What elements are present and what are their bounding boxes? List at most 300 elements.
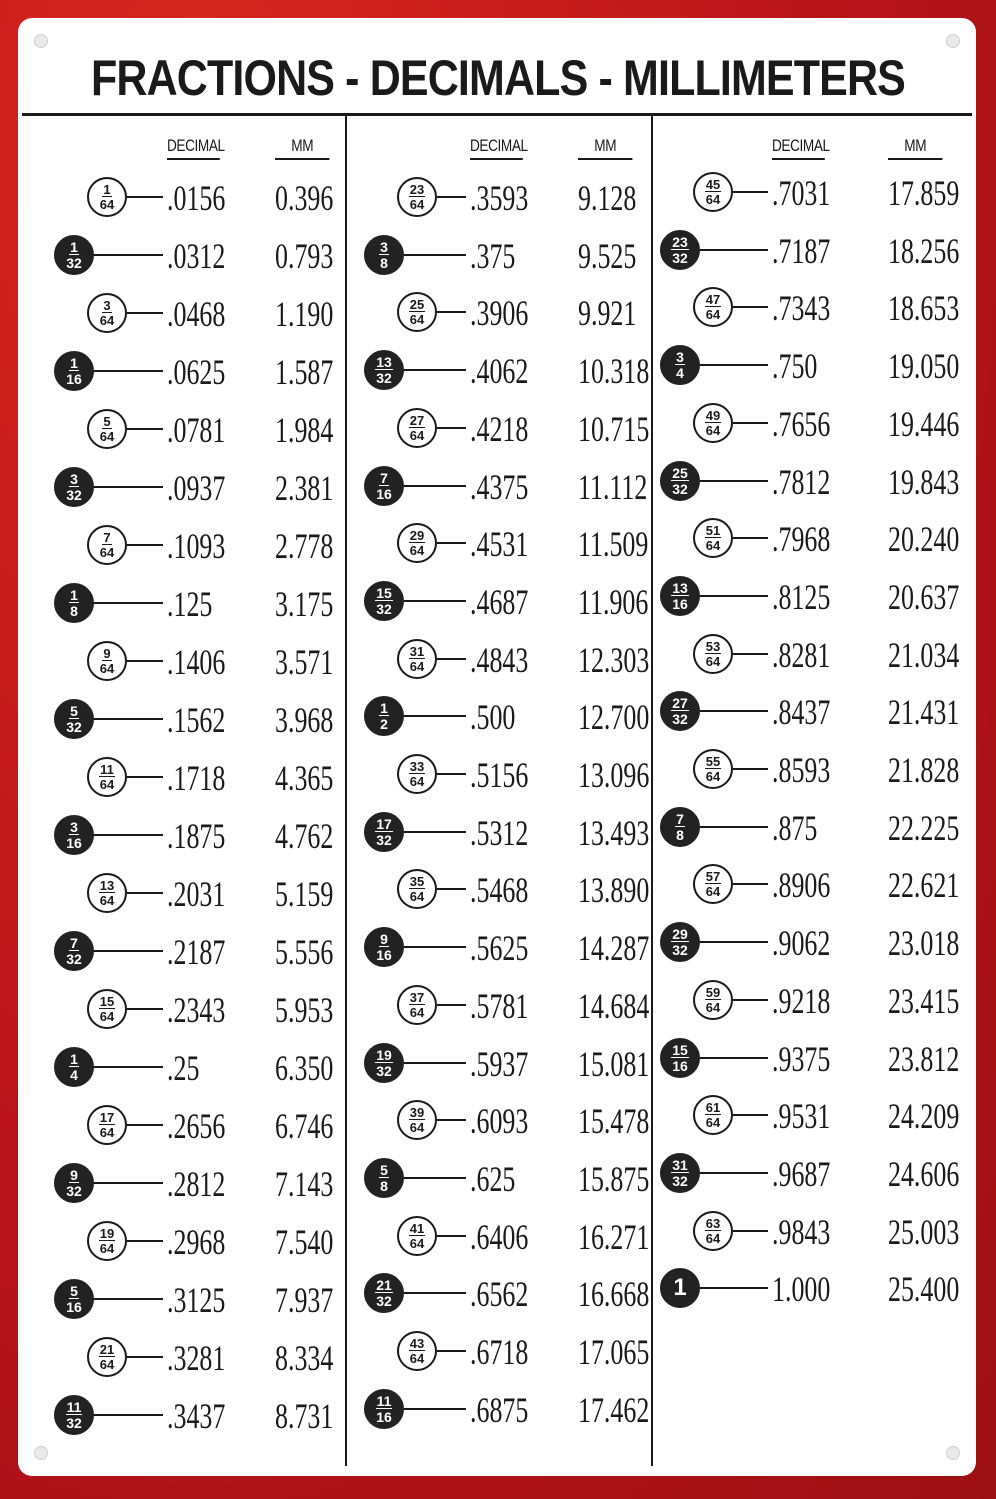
mm-value: 17.065 — [578, 1332, 650, 1372]
leader-line — [404, 600, 466, 602]
decimal-value: .6875 — [470, 1389, 529, 1430]
fraction-denominator: 16 — [66, 835, 82, 851]
fraction-denominator: 32 — [376, 600, 392, 617]
leader-line — [733, 537, 768, 539]
fraction-badge — [693, 287, 733, 327]
mm-value: 16.271 — [578, 1216, 650, 1257]
table-row — [50, 1096, 350, 1154]
table-row — [360, 687, 660, 745]
mm-value: 15.875 — [578, 1158, 650, 1199]
table-row — [360, 283, 660, 341]
table-row — [50, 400, 350, 458]
fraction-denominator: 64 — [409, 889, 425, 905]
fraction-denominator: 32 — [66, 951, 82, 967]
fraction-numerator: 15 — [99, 994, 115, 1009]
fraction-badge — [364, 581, 404, 621]
leader-line — [127, 1240, 163, 1242]
decimal-value: .0781 — [167, 410, 226, 450]
table-row — [50, 690, 350, 748]
fraction-numerator: 33 — [409, 759, 425, 774]
mm-value: 14.287 — [578, 928, 650, 969]
fraction-numerator: 19 — [376, 1046, 392, 1063]
leader-line — [404, 946, 466, 948]
fraction-badge — [87, 293, 127, 333]
fraction-denominator: 32 — [66, 1183, 82, 1199]
mounting-hole-bottom-right — [946, 1446, 960, 1460]
fraction-denominator: 64 — [99, 197, 115, 212]
mm-value: 14.684 — [578, 985, 650, 1026]
fraction-numerator: 29 — [672, 926, 688, 943]
fraction-badge — [660, 1268, 700, 1308]
leader-line — [127, 1124, 163, 1126]
mm-value: 20.240 — [888, 519, 960, 560]
table-row — [360, 341, 660, 399]
fraction-denominator: 32 — [66, 719, 82, 735]
fraction-denominator: 32 — [376, 1062, 392, 1079]
mm-value: 13.493 — [578, 812, 650, 853]
leader-line — [404, 485, 466, 487]
mm-value: 11.509 — [578, 524, 649, 565]
fraction-badge — [54, 351, 94, 391]
fraction-badge — [660, 1038, 700, 1078]
table-row — [50, 632, 350, 690]
leader-line — [127, 312, 163, 314]
fraction-denominator: 64 — [705, 653, 721, 669]
table-row — [656, 971, 960, 1029]
decimal-value: .7187 — [772, 230, 831, 271]
mm-value: 17.859 — [888, 173, 960, 213]
decimal-value: .0156 — [167, 178, 226, 218]
fraction-denominator: 64 — [409, 543, 425, 559]
decimal-value: .7343 — [772, 288, 831, 329]
fraction-badge — [693, 403, 733, 443]
fraction-badge — [693, 634, 733, 674]
fraction-numerator: 1 — [380, 700, 388, 717]
fraction-badge — [693, 518, 733, 558]
fraction-badge — [54, 931, 94, 971]
fraction-badge — [660, 691, 700, 731]
fraction-numerator: 37 — [409, 989, 425, 1005]
fraction-badge — [660, 576, 700, 616]
mm-header: MM — [578, 136, 632, 160]
fraction-badge — [693, 1211, 733, 1251]
page-title: FRACTIONS - DECIMALS - MILLIMETERS — [91, 50, 905, 106]
decimal-value: .9062 — [772, 923, 831, 964]
fraction-badge — [54, 467, 94, 507]
fraction-badge — [54, 1163, 94, 1203]
leader-line — [700, 710, 768, 712]
fraction-badge — [397, 639, 437, 679]
table-row — [656, 1202, 960, 1260]
decimal-value: .5625 — [470, 928, 529, 969]
fraction-badge — [364, 696, 404, 736]
mm-value: 21.431 — [888, 692, 960, 733]
decimal-value: .1093 — [167, 526, 226, 566]
table-row — [360, 1207, 660, 1265]
table-row — [50, 574, 350, 632]
mm-value: 17.462 — [578, 1389, 650, 1430]
table-row — [360, 457, 660, 515]
fraction-badge — [660, 461, 700, 501]
mm-value: 7.143 — [275, 1164, 334, 1204]
mm-value: 11.112 — [578, 466, 648, 507]
fraction-denominator: 64 — [99, 1241, 115, 1256]
table-row — [50, 980, 350, 1038]
fraction-numerator: 3 — [70, 471, 78, 487]
fraction-numerator: 49 — [705, 407, 721, 423]
table-row — [656, 452, 960, 510]
fraction-numerator: 23 — [409, 182, 425, 197]
fraction-numerator: 55 — [705, 754, 721, 769]
table-row — [656, 913, 960, 971]
fraction-numerator: 3 — [70, 819, 78, 835]
fraction-denominator: 64 — [99, 1009, 115, 1024]
leader-line — [733, 653, 768, 655]
decimal-value: .8437 — [772, 692, 831, 733]
table-row — [360, 399, 660, 457]
fraction-numerator: 3 — [103, 298, 111, 313]
fraction-numerator: 11 — [100, 762, 114, 777]
leader-line — [733, 306, 768, 308]
fraction-numerator: 3 — [676, 349, 684, 366]
fraction-numerator: 29 — [409, 528, 425, 544]
mm-value: 4.365 — [275, 758, 334, 798]
leader-line — [404, 1292, 466, 1294]
leader-line — [94, 1414, 163, 1416]
mm-value: 12.303 — [578, 639, 650, 680]
fraction-numerator: 1 — [70, 1051, 78, 1067]
fraction-badge — [397, 754, 437, 794]
table-row — [360, 572, 660, 630]
fraction-numerator: 1 — [70, 355, 78, 371]
fraction-badge — [693, 172, 733, 212]
decimal-value: .8125 — [772, 576, 831, 617]
leader-line — [94, 950, 163, 952]
mm-value: 0.396 — [275, 178, 334, 218]
fraction-denominator: 32 — [376, 370, 392, 387]
table-row — [360, 226, 660, 284]
fraction-badge — [87, 873, 127, 913]
table-row — [50, 1386, 350, 1444]
fraction-numerator: 31 — [672, 1156, 688, 1173]
leader-line — [127, 196, 163, 198]
decimal-value: .8906 — [772, 865, 831, 906]
decimal-value: .625 — [470, 1158, 516, 1199]
fraction-numerator: 21 — [99, 1342, 115, 1357]
fraction-badge — [364, 1273, 404, 1313]
decimal-value: .0468 — [167, 294, 226, 334]
leader-line — [437, 542, 466, 544]
decimal-header: DECIMAL — [470, 136, 523, 160]
fraction-badge — [54, 815, 94, 855]
mm-header: MM — [888, 136, 942, 160]
mm-value: 6.350 — [275, 1048, 334, 1088]
fraction-badge — [660, 1153, 700, 1193]
fraction-badge — [660, 230, 700, 270]
fraction-denominator: 32 — [66, 1415, 82, 1431]
fraction-badge — [397, 292, 437, 332]
decimal-value: .25 — [167, 1048, 200, 1088]
fraction-numerator: 7 — [676, 810, 684, 827]
mm-value: 20.637 — [888, 576, 960, 617]
fraction-badge — [364, 350, 404, 390]
fraction-badge — [364, 812, 404, 852]
fraction-numerator: 9 — [70, 1167, 78, 1183]
fraction-denominator: 64 — [409, 774, 425, 789]
table-row — [656, 682, 960, 740]
mm-value: 9.128 — [578, 178, 637, 218]
fraction-numerator: 11 — [376, 1392, 392, 1409]
fraction-numerator: 5 — [70, 1283, 78, 1299]
table-row — [656, 163, 960, 221]
table-row — [656, 221, 960, 279]
table-row — [656, 855, 960, 913]
decimal-value: .6406 — [470, 1216, 529, 1257]
fraction-denominator: 64 — [409, 658, 425, 674]
table-row — [360, 1149, 660, 1207]
fraction-badge — [397, 1100, 437, 1140]
mm-value: 25.400 — [888, 1269, 960, 1310]
mm-value: 22.621 — [888, 865, 960, 906]
fraction-badge — [660, 922, 700, 962]
fraction-badge — [87, 641, 127, 681]
mounting-hole-top-right — [946, 34, 960, 48]
decimal-value: .6093 — [470, 1101, 529, 1142]
table-row — [360, 1322, 660, 1380]
fraction-denominator: 64 — [705, 538, 721, 554]
leader-line — [700, 826, 768, 828]
table-row — [656, 1029, 960, 1087]
fraction-denominator: 8 — [70, 603, 78, 619]
leader-line — [733, 999, 768, 1001]
decimal-value: .1875 — [167, 816, 226, 856]
fraction-badge — [364, 1158, 404, 1198]
table-row — [656, 1259, 960, 1317]
fraction-denominator: 64 — [409, 1004, 425, 1020]
mm-value: 19.050 — [888, 346, 960, 387]
fraction-numerator: 51 — [705, 523, 721, 539]
decimal-value: .2812 — [167, 1164, 226, 1204]
decimal-value: .2031 — [167, 874, 226, 914]
mounting-hole-bottom-left — [34, 1446, 48, 1460]
fraction-badge — [87, 757, 127, 797]
fraction-numerator: 9 — [380, 931, 388, 948]
fraction-denominator: 64 — [99, 429, 115, 444]
fraction-numerator: 7 — [70, 935, 78, 951]
fraction-numerator: 31 — [409, 643, 425, 659]
mm-value: 11.906 — [578, 581, 649, 622]
table-row — [656, 509, 960, 567]
mm-value: 10.318 — [578, 351, 650, 392]
fraction-badge — [397, 985, 437, 1025]
fraction-badge — [397, 177, 437, 217]
leader-line — [94, 602, 163, 604]
leader-line — [700, 1172, 768, 1174]
leader-line — [700, 480, 768, 482]
table-row — [656, 336, 960, 394]
fraction-denominator: 16 — [672, 595, 688, 612]
fraction-numerator: 7 — [103, 530, 111, 545]
leader-line — [437, 773, 466, 775]
table-row — [360, 1091, 660, 1149]
fraction-numerator: 59 — [705, 984, 721, 1000]
decimal-value: .9843 — [772, 1211, 831, 1252]
decimal-value: .3437 — [167, 1396, 226, 1436]
mm-value: 6.746 — [275, 1106, 334, 1146]
decimal-value: .3906 — [470, 293, 529, 334]
decimal-value: .2343 — [167, 990, 226, 1030]
decimal-value: .500 — [470, 697, 516, 738]
leader-line — [437, 1350, 466, 1352]
decimal-value: .5156 — [470, 755, 529, 795]
fraction-denominator: 32 — [672, 249, 688, 266]
fraction-badge — [54, 699, 94, 739]
mm-value: 8.334 — [275, 1338, 334, 1378]
fraction-numerator: 1 — [673, 1274, 687, 1302]
mm-value: 5.159 — [275, 874, 334, 914]
mounting-hole-top-left — [34, 34, 48, 48]
leader-line — [733, 883, 768, 885]
fraction-denominator: 16 — [66, 1299, 82, 1315]
mm-value: 0.793 — [275, 236, 334, 276]
mm-value: 3.175 — [275, 584, 334, 624]
fraction-badge — [660, 345, 700, 385]
table-row — [656, 1086, 960, 1144]
fraction-numerator: 19 — [99, 1226, 115, 1241]
fraction-numerator: 3 — [380, 238, 388, 255]
mm-value: 18.653 — [888, 288, 960, 329]
decimal-value: .7656 — [772, 403, 831, 444]
fraction-badge — [87, 1105, 127, 1145]
fraction-numerator: 13 — [376, 354, 392, 371]
mm-value: 19.446 — [888, 403, 960, 444]
leader-line — [127, 428, 163, 430]
decimal-value: .9531 — [772, 1096, 831, 1137]
leader-line — [700, 595, 768, 597]
mm-value: 2.778 — [275, 526, 334, 566]
decimal-value: .6562 — [470, 1274, 529, 1315]
table-row — [360, 168, 660, 226]
decimal-value: .8593 — [772, 750, 831, 790]
decimal-value: .5312 — [470, 812, 529, 853]
leader-line — [404, 254, 466, 256]
leader-line — [733, 191, 768, 193]
fraction-denominator: 64 — [705, 884, 721, 900]
decimal-value: .0312 — [167, 236, 226, 276]
decimal-value: .4375 — [470, 466, 529, 507]
fraction-denominator: 32 — [672, 942, 688, 959]
fraction-numerator: 17 — [376, 815, 392, 832]
decimal-value: .4218 — [470, 408, 529, 449]
leader-line — [404, 831, 466, 833]
fraction-denominator: 64 — [409, 1120, 425, 1136]
fraction-badge — [693, 1095, 733, 1135]
leader-line — [733, 1114, 768, 1116]
table-row — [360, 1264, 660, 1322]
mm-value: 18.256 — [888, 230, 960, 271]
fraction-denominator: 64 — [99, 1125, 115, 1140]
leader-line — [437, 1119, 466, 1121]
mm-value: 1.984 — [275, 410, 334, 450]
leader-line — [404, 715, 466, 717]
fraction-denominator: 64 — [99, 661, 115, 676]
leader-line — [127, 660, 163, 662]
fraction-denominator: 64 — [409, 197, 425, 212]
fraction-badge — [87, 1221, 127, 1261]
fraction-denominator: 16 — [376, 485, 392, 502]
decimal-value: .125 — [167, 584, 213, 624]
leader-line — [437, 1235, 466, 1237]
fraction-numerator: 5 — [70, 703, 78, 719]
decimal-value: .4843 — [470, 639, 529, 680]
table-row — [360, 514, 660, 572]
fraction-numerator: 15 — [672, 1041, 688, 1058]
decimal-value: .5937 — [470, 1043, 529, 1084]
decimal-value: .0625 — [167, 352, 226, 392]
fraction-badge — [87, 177, 127, 217]
decimal-value: .5781 — [470, 985, 529, 1026]
leader-line — [127, 776, 163, 778]
fraction-denominator: 64 — [705, 1230, 721, 1246]
leader-line — [94, 1182, 163, 1184]
fraction-numerator: 63 — [705, 1215, 721, 1231]
table-row — [50, 1270, 350, 1328]
table-row — [50, 922, 350, 980]
fraction-badge — [364, 466, 404, 506]
fraction-numerator: 57 — [705, 869, 721, 885]
fraction-numerator: 17 — [99, 1110, 115, 1125]
fraction-badge — [87, 1337, 127, 1377]
leader-line — [127, 1008, 163, 1010]
table-row — [656, 278, 960, 336]
table-row — [50, 1038, 350, 1096]
mm-value: 2.381 — [275, 468, 334, 508]
fraction-numerator: 27 — [409, 412, 425, 428]
decimal-value: .1562 — [167, 700, 226, 740]
table-row — [360, 630, 660, 688]
leader-line — [94, 254, 163, 256]
leader-line — [733, 768, 768, 770]
fraction-badge — [87, 409, 127, 449]
table-row — [656, 625, 960, 683]
table-row — [360, 745, 660, 803]
table-row — [360, 803, 660, 861]
mm-value: 25.003 — [888, 1211, 960, 1252]
mm-value: 4.762 — [275, 816, 334, 856]
mm-value: 10.715 — [578, 408, 650, 449]
fraction-denominator: 64 — [99, 893, 115, 908]
fraction-denominator: 64 — [705, 422, 721, 438]
table-row — [656, 798, 960, 856]
decimal-value: 1.000 — [772, 1269, 831, 1310]
decimal-value: .0937 — [167, 468, 226, 508]
decimal-value: .3125 — [167, 1280, 226, 1320]
mm-header: MM — [275, 136, 329, 160]
fraction-badge — [397, 869, 437, 909]
decimal-value: .6718 — [470, 1332, 529, 1372]
fraction-denominator: 64 — [99, 313, 115, 328]
decimal-value: .1718 — [167, 758, 226, 798]
fraction-badge — [54, 1395, 94, 1435]
fraction-numerator: 1 — [70, 239, 78, 255]
fraction-numerator: 5 — [380, 1161, 388, 1178]
fraction-badge — [397, 408, 437, 448]
mm-value: 16.668 — [578, 1274, 650, 1315]
fraction-denominator: 64 — [99, 1357, 115, 1372]
leader-line — [127, 544, 163, 546]
leader-line — [94, 486, 163, 488]
decimal-value: .9375 — [772, 1038, 831, 1079]
